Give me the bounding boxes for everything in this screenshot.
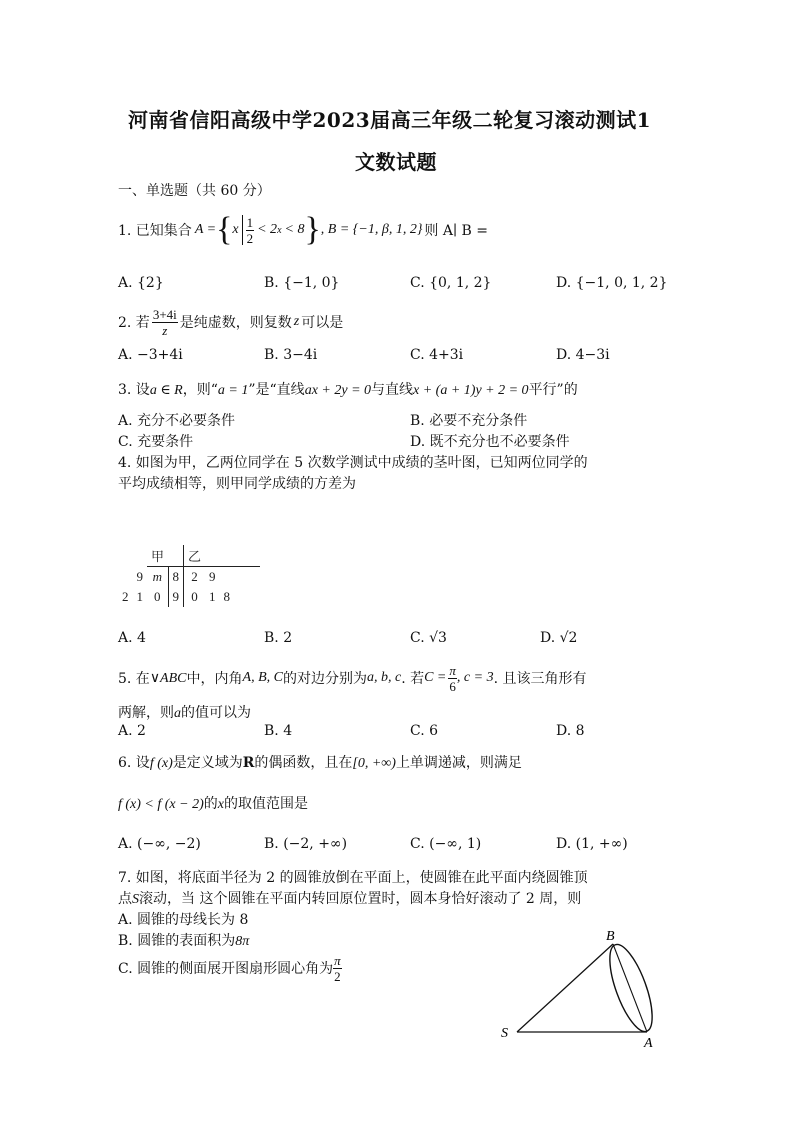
q3-line2: x + (a + 1)y + 2 = 0 [413,383,529,398]
question-6 [118,752,522,772]
q6-option-c[interactable]: C. (−∞, 1) [410,836,482,852]
q3-a-in-r: a ∈ R [149,383,183,398]
stem-leaf-cell: 8 [223,589,231,604]
q5-option-c[interactable]: C. 6 [410,723,439,739]
q5-option-b[interactable]: B. 4 [264,723,293,739]
q6-text-b: 是定义域为 [172,755,243,771]
label-a: A [644,1036,653,1050]
q3-option-a[interactable]: A. 充分不必要条件 [118,413,236,429]
stem-leaf-cell: 1 [209,589,216,604]
q1-half: $\frac{1}{2}$ [246,214,254,246]
q2-tail2: 可以是 [301,315,344,331]
q2-z: z [293,314,300,329]
label-b: B [606,929,615,944]
q5-option-d[interactable]: D. 8 [556,723,585,739]
q3-line1: ax + 2y = 0 [304,383,372,398]
stem-leaf-cell: m [152,569,162,584]
q5-text-c: 的对边分别为 [282,671,367,687]
section-heading: 一、单选题（共 60 分） [118,183,271,199]
q6-text-f: 的取值范围是 [223,796,308,812]
q1-exp: x [277,224,282,236]
q6-ineq: f (x) < f (x − 2) [118,797,204,812]
q3-a-eq-1: a = 1 [217,383,249,398]
q2-option-c[interactable]: C. 4+3i [410,347,464,363]
stem-leaf-plot [118,545,260,607]
q1-ineq: < 2 [257,222,278,237]
stem-cell: 9 [168,587,184,607]
label-s: S [501,1026,508,1041]
q7-option-b-math: 8π [235,934,250,949]
stem-leaf-cell: 9 [136,568,143,584]
q4-option-c[interactable]: C. √3 [410,630,447,646]
q7-s: S [132,892,139,907]
q6-text-c: 的偶函数，且在 [254,755,353,771]
q1-option-d[interactable]: D. {−1, 0, 1, 2} [556,275,668,291]
q5-line2-b: 的值可以为 [181,705,251,721]
q1-brace-close: } [304,211,321,248]
q6-text-e: 的 [203,796,218,812]
stem-cell: 8 [168,567,184,588]
question-7-line2 [118,888,581,908]
q7-option-c-fraction: $\frac{\pi}{2}$ [334,952,341,984]
q1-setB: , B = {−1, β, 1, 2} [320,222,423,237]
q2-option-a[interactable]: A. −3+4i [118,347,183,363]
q6-interval: [0, +∞) [352,756,396,771]
stem-head-right: 乙 [184,545,206,567]
q5-a: a [174,706,181,721]
q2-option-b[interactable]: B. 3−4i [264,347,318,363]
q3-option-d[interactable]: D. 既不充分也不必要条件 [410,434,570,450]
q7-option-c[interactable] [118,950,342,986]
q2-tail: 是纯虚数，则复数 [179,315,292,331]
q5-c-eq: C = [424,670,447,685]
q5-pi-over-six: $\frac{\pi}{6}$ [449,662,456,694]
q3-option-c[interactable]: C. 充要条件 [118,434,194,450]
q1-tail: 则 A∣ B = [424,223,488,239]
q3-text-a: 3. 设 [118,382,150,398]
q5-line2-a: 两解，则 [118,705,174,721]
q1-prefix: 1. 已知集合 [118,223,192,239]
q6-r: R [242,755,255,771]
page-title: 河南省信阳高级中学2023届高三年级二轮复习滚动测试1 [128,108,652,132]
q2-fraction: $\frac{3+4i}{z}$ [152,306,177,338]
q7-option-b-text: B. 圆锥的表面积为 [118,933,236,949]
stem-leaf-cell: 1 [136,589,143,604]
question-3 [118,379,578,399]
q1-option-b[interactable]: B. {−1, 0} [264,275,340,291]
stem-leaf-cell: 2 [122,589,129,604]
q3-option-b[interactable]: B. 必要不充分条件 [410,413,528,429]
q6-option-d[interactable]: D. (1, +∞) [556,836,628,852]
q4-option-a[interactable]: A. 4 [118,630,146,646]
stem-leaf-cell: 2 [184,567,206,588]
q3-text-d: 与直线 [371,382,414,398]
question-5-line2 [118,702,251,722]
stem-leaf-cell: 0 [184,587,206,607]
stem-leaf-cell [118,567,133,588]
q7-option-a[interactable]: A. 圆锥的母线长为 8 [118,912,249,928]
cone-figure [495,925,675,1050]
q6-option-b[interactable]: B. (−2, +∞) [264,836,348,852]
question-1 [118,210,488,250]
q5-sides: a, b, c [366,670,402,685]
q1-bar [242,215,243,245]
question-5 [118,660,586,696]
q6-text-a: 6. 设 [118,755,150,771]
question-6-line2 [118,793,308,813]
q3-text-c: ”是“直线 [248,382,305,398]
stem-head-left: 甲 [147,545,168,567]
q1-x: x [232,222,239,237]
page-subtitle: 文数试题 [355,150,437,174]
q1-ineq2: < 8 [284,222,305,237]
q3-text-b: ，则“ [182,382,218,398]
q4-option-d[interactable]: D. √2 [540,630,578,646]
q2-option-d[interactable]: D. 4−3i [556,347,610,363]
q5-triangle: ∨ABC [149,670,187,686]
q7-option-b[interactable] [118,930,249,950]
q1-setA: A = [194,222,217,237]
question-4-line2: 平均成绩相等，则甲同学成绩的方差为 [118,476,356,492]
q6-text-d: 上单调递减，则满足 [395,755,522,771]
q5-c-side: , c = 3 [456,670,494,685]
question-4-line1: 4. 如图为甲，乙两位同学在 5 次数学测试中成绩的茎叶图，已知两位同学的 [118,455,588,471]
q6-x: x [217,797,224,812]
stem-leaf-cell: 0 [154,589,161,604]
q6-fx: f (x) [149,756,173,771]
cone-diagram [495,925,675,1050]
question-7-line1: 7. 如图，将底面半径为 2 的圆锥放倒在平面上，使圆锥在此平面内绕圆锥顶 [118,870,588,886]
q5-text-b: 中，内角 [186,671,243,687]
q7-line2-a: 点 [118,891,132,907]
q5-angles: A, B, C [242,670,283,685]
q1-brace-open: { [216,211,233,248]
q5-text-a: 5. 在 [118,671,150,687]
q1-option-a[interactable]: A. {2} [118,275,164,291]
q4-option-b[interactable]: B. 2 [264,630,293,646]
q7-line2-b: 滚动，当 这个圆锥在平面内转回原位置时，圆本身恰好滚动了 2 周，则 [139,891,582,907]
q1-option-c[interactable]: C. {0, 1, 2} [410,275,492,291]
q7-option-c-text: C. 圆锥的侧面展开图扇形圆心角为 [118,961,334,977]
q2-prefix: 2. 若 [118,315,150,331]
q5-text-d: . 若 [401,671,425,687]
stem-leaf-cell: 9 [209,569,216,584]
q5-option-a[interactable]: A. 2 [118,723,146,739]
q5-text-e: . 且该三角形有 [493,671,587,687]
q3-text-e: 平行”的 [528,382,578,398]
q6-option-a[interactable]: A. (−∞, −2) [118,836,201,852]
question-2 [118,304,343,340]
stem-leaf-cell [220,567,235,588]
